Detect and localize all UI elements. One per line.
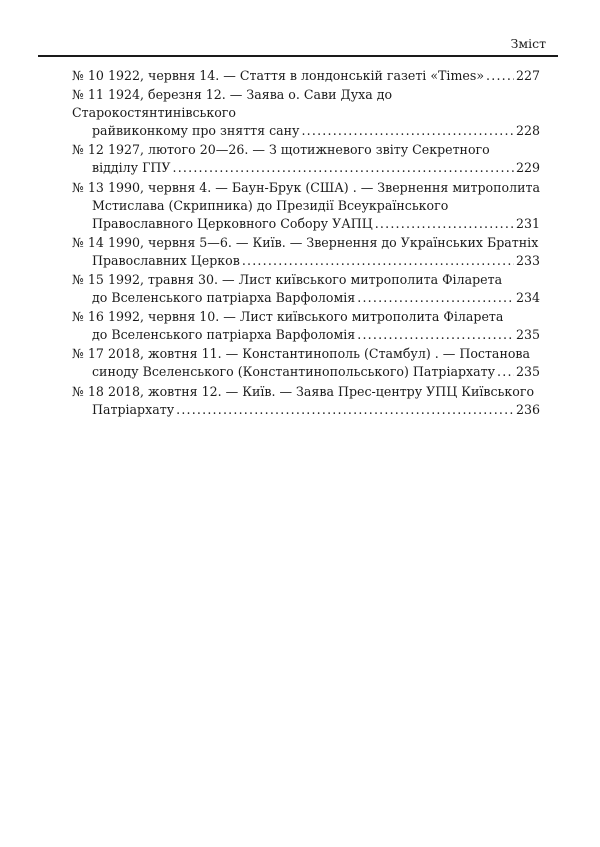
toc-entry-text: № 14 1990, червня 5—6. — Київ. — Звернення до Українських Братніх xyxy=(72,234,539,250)
toc-entry-text: до Вселенського патріарха Варфоломія xyxy=(92,289,356,305)
toc-entry[interactable] xyxy=(72,179,540,233)
toc-page-number: 228 xyxy=(515,123,540,139)
toc-entry[interactable] xyxy=(72,345,540,381)
toc-entry[interactable] xyxy=(72,67,540,85)
dot-leader xyxy=(357,289,514,307)
dot-leader xyxy=(486,67,514,85)
toc-entry-text: синоду Вселенського (Константинопольського) Патріархату xyxy=(92,364,496,380)
toc-entry-text: № 10 1922, червня 14. — Стаття в лондонській газеті «Times» xyxy=(72,68,485,83)
toc-page-number: 234 xyxy=(515,289,540,305)
toc-entry-text: Православних Церков xyxy=(92,252,240,268)
toc-entry-text: № 18 2018, жовтня 12. — Київ. — Заява Прес-центру УПЦ Київського xyxy=(72,383,535,399)
table-of-contents xyxy=(72,67,540,420)
toc-page-number: 236 xyxy=(515,401,540,417)
dot-leader xyxy=(176,401,514,419)
toc-entry[interactable] xyxy=(72,234,540,270)
toc-page-number: 229 xyxy=(515,160,540,176)
toc-entry[interactable] xyxy=(72,308,540,344)
toc-entry-text: № 17 2018, жовтня 11. — Константинополь (Стамбул) . — Постанова xyxy=(72,346,531,362)
dot-leader xyxy=(497,363,514,381)
toc-entry-text: № 13 1990, червня 4. — Баун-Брук (США) . — Звернення митрополита xyxy=(72,179,540,195)
toc-entry[interactable] xyxy=(72,271,540,307)
toc-entry[interactable] xyxy=(72,86,540,140)
dot-leader xyxy=(301,122,514,140)
toc-page-number: 235 xyxy=(515,327,540,343)
toc-entry-text: райвиконкому про зняття сану xyxy=(92,123,300,139)
dot-leader xyxy=(173,159,514,177)
toc-entry[interactable] xyxy=(72,383,540,419)
dot-leader xyxy=(375,215,514,233)
page-header-title: Зміст xyxy=(510,36,546,51)
toc-entry-text: № 12 1927, лютого 20—26. — З щотижневого звіту Секретного xyxy=(72,142,490,158)
toc-entry-text: відділу ГПУ xyxy=(92,160,171,176)
toc-entry-text: Патріархату xyxy=(92,401,175,417)
toc-entry[interactable] xyxy=(72,141,540,177)
header-rule xyxy=(38,55,558,57)
toc-entry-text: № 15 1992, травня 30. — Лист київського митрополита Філарета xyxy=(72,271,503,287)
toc-entry-text: до Вселенського патріарха Варфоломія xyxy=(92,327,356,343)
toc-page-number: 227 xyxy=(515,68,540,83)
dot-leader xyxy=(357,326,514,344)
toc-page-number: 235 xyxy=(515,364,540,380)
toc-entry-text: Православного Церковного Собору УАПЦ xyxy=(92,215,373,231)
toc-page-number: 231 xyxy=(515,215,540,231)
toc-entry-text: Мстислава (Скрипника) до Президії Всеукраїнського xyxy=(92,197,449,213)
toc-entry-text: № 11 1924, березня 12. — Заява о. Сави Духа до Старокостянтинівського xyxy=(72,87,393,121)
toc-page-number: 233 xyxy=(515,252,540,268)
dot-leader xyxy=(242,252,514,270)
toc-entry-text: № 16 1992, червня 10. — Лист київського митрополита Філарета xyxy=(72,309,504,325)
